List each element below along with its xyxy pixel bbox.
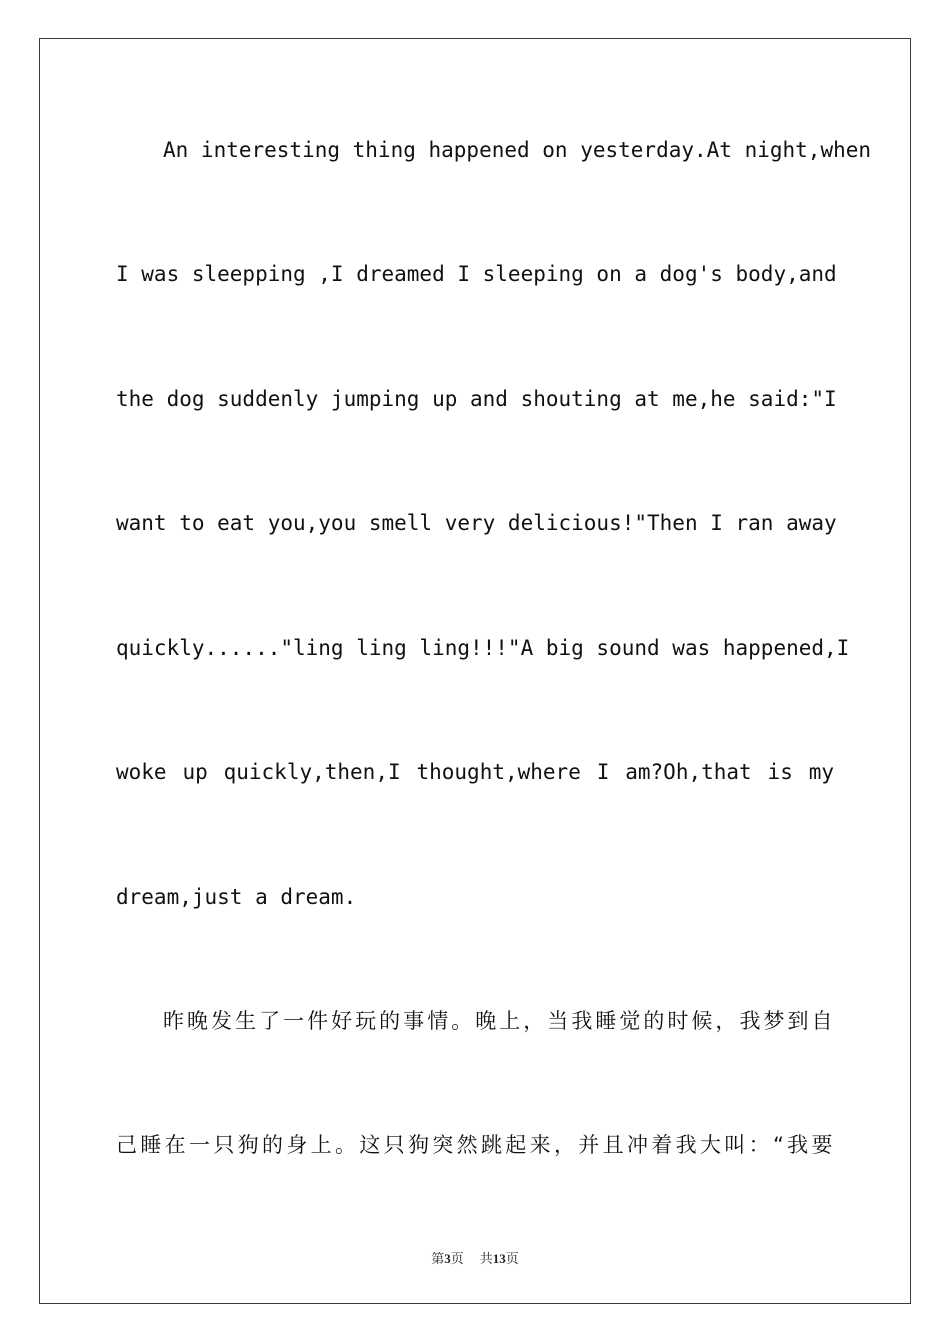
english-line-1: An interesting thing happened on yesterday.At night,when: [163, 138, 872, 162]
english-line-3: the dog suddenly jumping up and shouting at me,he said:"I: [116, 387, 837, 411]
footer-total-suffix: 页: [505, 1251, 519, 1266]
english-line-4: want to eat you,you smell very delicious!"Then I ran away: [116, 511, 837, 535]
chinese-line-1: 昨晚发生了一件好玩的事情。晚上，当我睡觉的时候，我梦到自: [163, 1009, 834, 1033]
english-line-5: quickly......"ling ling ling!!!"A big sound was happened,I: [116, 636, 850, 660]
chinese-line-2: 己睡在一只狗的身上。这只狗突然跳起来，并且冲着我大叫：“我要: [116, 1133, 834, 1157]
footer-page-prefix: 第: [431, 1251, 445, 1266]
footer-page-total: 13: [492, 1251, 506, 1266]
page-border: [39, 38, 911, 1304]
page-footer: [0, 1248, 950, 1267]
english-line-2: I was sleepping ,I dreamed I sleeping on a dog's body,and: [116, 262, 837, 286]
english-line-6: woke up quickly,then,I thought,where I am?Oh,that is my: [116, 760, 834, 784]
footer-page-current: 3: [444, 1251, 451, 1266]
footer-page-suffix: 页: [450, 1251, 464, 1266]
english-line-7: dream,just a dream.: [116, 885, 357, 909]
footer-total-prefix: 共: [479, 1251, 493, 1266]
